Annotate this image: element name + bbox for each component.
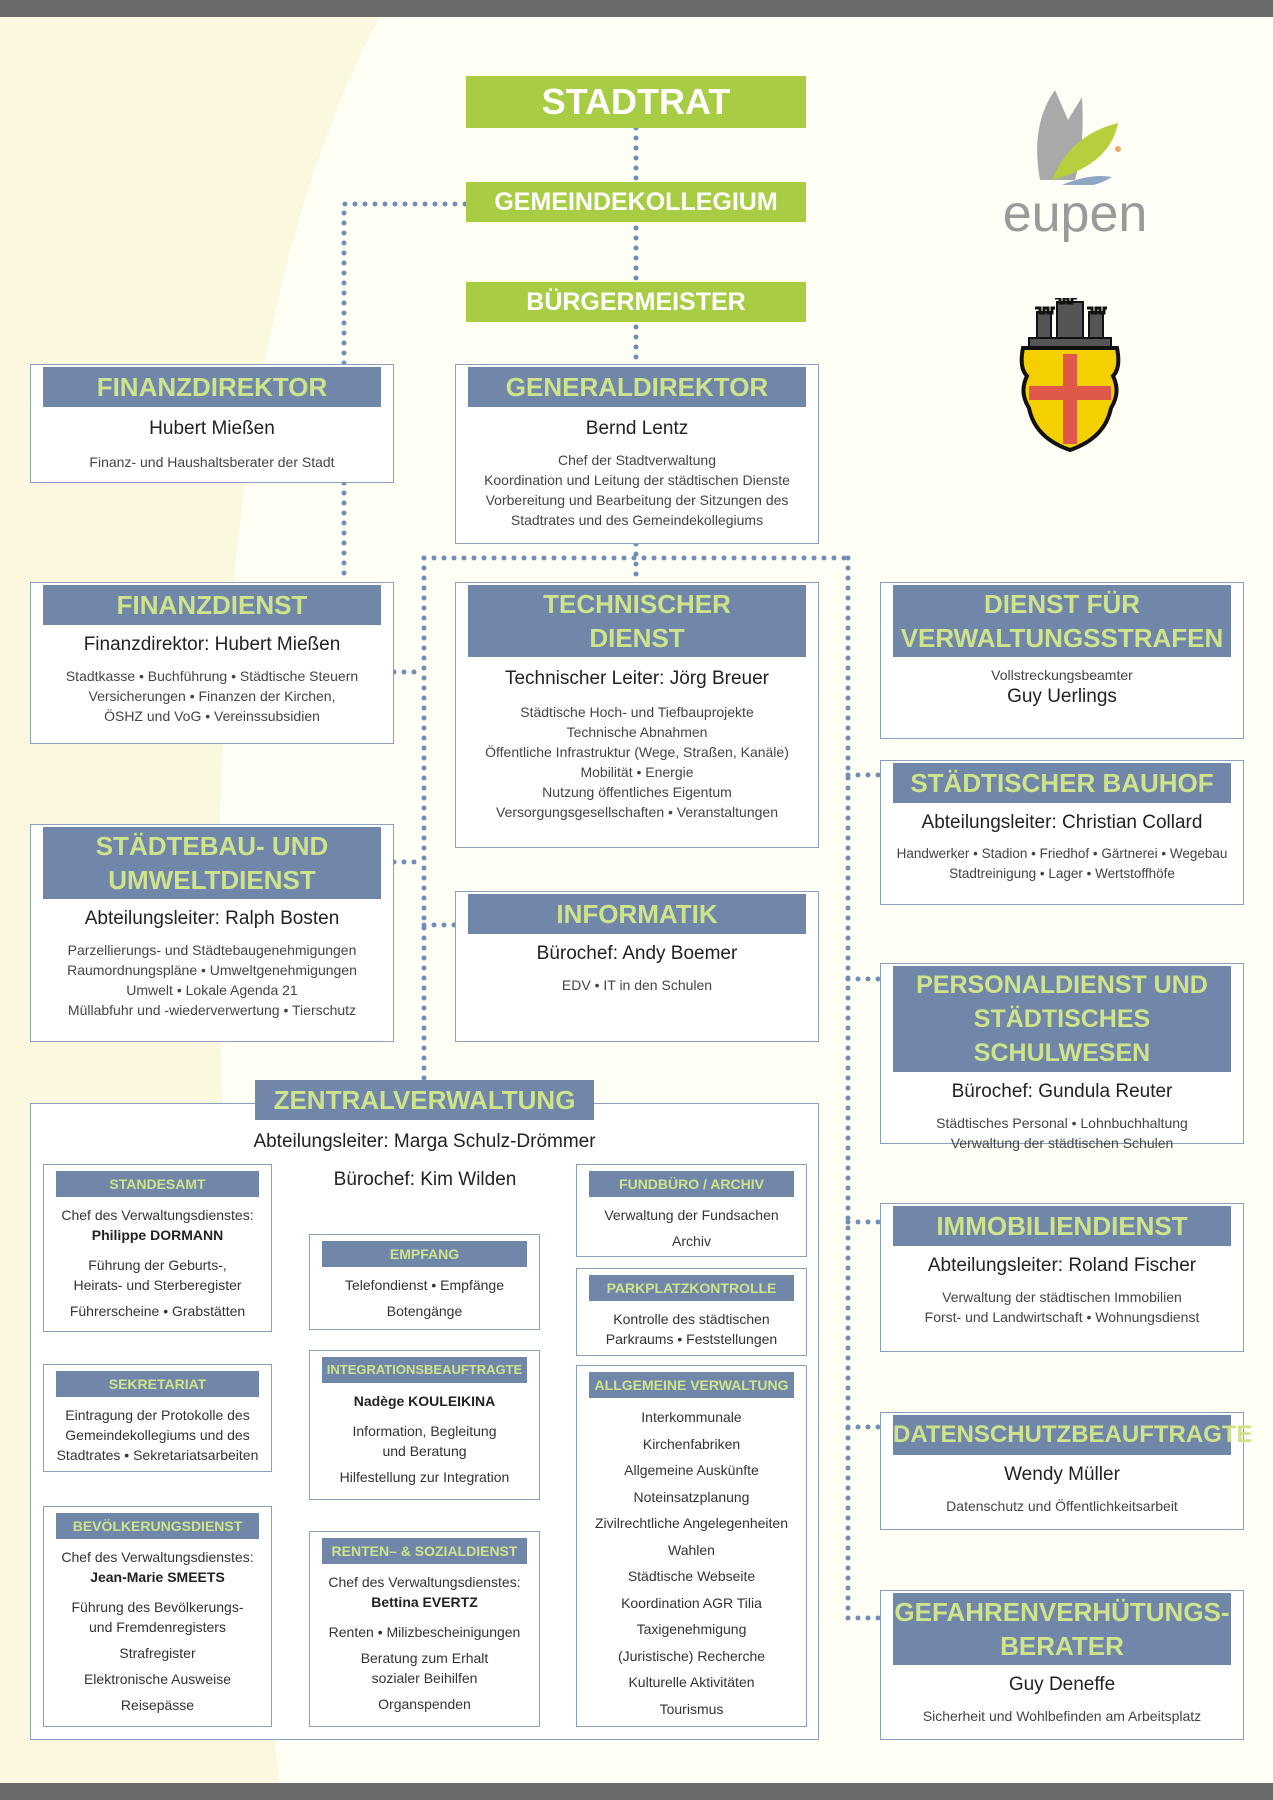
generaldirektor-line: Vorbereitung und Bearbeitung der Sitzungen des bbox=[485, 491, 789, 508]
verwaltungsstrafen-box bbox=[880, 582, 1244, 739]
technischer-line: Städtische Hoch- und Tiefbauprojekte bbox=[520, 703, 754, 720]
generaldirektor-line: Stadtrates und des Gemeindekollegiums bbox=[510, 511, 764, 528]
informatik-line: EDV • IT in den Schulen bbox=[561, 976, 713, 993]
integration-line: Hilfestellung zur Integration bbox=[339, 1469, 510, 1485]
fundbuero-box bbox=[576, 1164, 807, 1257]
eupen-logo bbox=[1000, 85, 1150, 245]
allgemein-line: Zivilrechtliche Angelegenheiten bbox=[594, 1515, 788, 1531]
personal-title-line1: PERSONALDIENST UND bbox=[916, 971, 1208, 999]
technischer-title-line1: TECHNISCHER bbox=[543, 589, 731, 619]
fundbuero-title: FUNDBÜRO / ARCHIV bbox=[589, 1171, 794, 1197]
finanzdirektor-box bbox=[30, 364, 394, 483]
renten-role: Chef des Verwaltungsdienstes: bbox=[328, 1574, 521, 1590]
gefahrenverhuetung-name: Guy Deneffe bbox=[1008, 1674, 1116, 1695]
immobiliendienst-name: Abteilungsleiter: Roland Fischer bbox=[927, 1255, 1197, 1276]
technischer-dienst-box bbox=[455, 582, 819, 848]
finanzdirektor-name: Hubert Mießen bbox=[149, 418, 275, 439]
allgemein-line: Interkommunale bbox=[641, 1409, 742, 1425]
staedtebau-box bbox=[30, 824, 394, 1042]
staedtebau-line: Raumordnungspläne • Umweltgenehmigungen bbox=[67, 961, 357, 978]
allgemein-line: Städtische Webseite bbox=[627, 1568, 756, 1584]
technischer-dienst-name: Technischer Leiter: Jörg Breuer bbox=[504, 668, 769, 689]
allgemein-line: Koordination AGR Tilia bbox=[621, 1594, 762, 1611]
gefahrenverhuetung-box bbox=[880, 1590, 1244, 1740]
gefahren-title-line2: BERATER bbox=[1000, 1631, 1124, 1661]
bevoelkerungsdienst-title: BEVÖLKERUNGSDIENST bbox=[56, 1513, 259, 1539]
bevoelkerung-line: Reisepässe bbox=[120, 1697, 195, 1713]
finanzdienst-line: ÖSHZ und VoG • Vereinssubsidien bbox=[104, 707, 320, 724]
gemeindekollegium-box: GEMEINDEKOLLEGIUM bbox=[466, 182, 806, 222]
verwaltungsstrafen-title-line1: DIENST FÜR bbox=[984, 589, 1140, 619]
fundbuero-line: Archiv bbox=[672, 1233, 711, 1249]
staedtebau-name: Abteilungsleiter: Ralph Bosten bbox=[84, 908, 340, 929]
bauhof-line: Handwerker • Stadion • Friedhof • Gärtnerei • Wegebau bbox=[896, 845, 1228, 861]
informatik-title: INFORMATIK bbox=[468, 894, 806, 934]
integration-line: Information, Begleitung bbox=[352, 1423, 497, 1439]
renten-box bbox=[309, 1531, 540, 1727]
gefahren-title-line1: GEFAHRENVERHÜTUNGS- bbox=[894, 1597, 1230, 1627]
standesamt-line: Führerscheine • Grabstätten bbox=[69, 1303, 246, 1319]
renten-line: Beratung zum Erhalt bbox=[360, 1650, 489, 1666]
standesamt-box bbox=[43, 1164, 272, 1332]
datenschutz-box bbox=[880, 1412, 1253, 1530]
verwaltungsstrafen-title bbox=[893, 585, 1231, 657]
bevoelkerung-line: Strafregister bbox=[119, 1645, 196, 1661]
standesamt-title: STANDESAMT bbox=[56, 1171, 259, 1197]
bevoelkerung-line: und Fremdenregisters bbox=[89, 1619, 226, 1635]
zentralverwaltung-buerochef: Bürochef: Kim Wilden bbox=[333, 1169, 517, 1190]
parkplatz-line: Parkraums • Feststellungen bbox=[605, 1331, 778, 1347]
allgemeine-verwaltung-title: ALLGEMEINE VERWALTUNG bbox=[589, 1372, 794, 1398]
standesamt-role: Chef des Verwaltungsdienstes: bbox=[61, 1207, 254, 1223]
integration-line: und Beratung bbox=[382, 1443, 467, 1459]
verwaltungsstrafen-title-line2: VERWALTUNGSSTRAFEN bbox=[900, 623, 1224, 653]
allgemein-line: Kulturelle Aktivitäten bbox=[628, 1674, 755, 1690]
integration-title: INTEGRATIONSBEAUFTRAGTE bbox=[322, 1357, 527, 1383]
eupen-logo-mark-icon bbox=[1000, 85, 1150, 185]
sekretariat-box bbox=[43, 1364, 272, 1472]
renten-line: Organspenden bbox=[378, 1696, 471, 1712]
empfang-box bbox=[309, 1234, 540, 1330]
allgemeine-verwaltung-box bbox=[576, 1365, 807, 1727]
datenschutz-title: DATENSCHUTZBEAUFTRAGTE bbox=[893, 1415, 1231, 1455]
parkplatz-line: Kontrolle des städtischen bbox=[613, 1311, 770, 1327]
datenschutz-line: Datenschutz und Öffentlichkeitsarbeit bbox=[946, 1497, 1178, 1514]
bauhof-line: Stadtreinigung • Lager • Wertstoffhöfe bbox=[949, 865, 1175, 881]
immobiliendienst-title: IMMOBILIENDIENST bbox=[893, 1206, 1231, 1246]
informatik-name: Bürochef: Andy Boemer bbox=[536, 943, 738, 964]
technischer-title-line2: DIENST bbox=[589, 623, 685, 653]
sekretariat-line: Eintragung der Protokolle des bbox=[65, 1407, 250, 1423]
finanzdienst-name: Finanzdirektor: Hubert Mießen bbox=[83, 634, 341, 655]
standesamt-name: Philippe DORMANN bbox=[91, 1227, 224, 1243]
sekretariat-line: Stadtrates • Sekretariatsarbeiten bbox=[56, 1447, 259, 1463]
finanzdirektor-desc: Finanz- und Haushaltsberater der Stadt bbox=[89, 453, 335, 470]
technischer-line: Versorgungsgesellschaften • Veranstaltungen bbox=[496, 803, 778, 820]
integration-box bbox=[309, 1350, 540, 1500]
technischer-dienst-title bbox=[468, 585, 806, 657]
renten-line: Renten • Milizbescheinigungen bbox=[328, 1624, 521, 1640]
finanzdienst-box bbox=[30, 582, 394, 744]
informatik-box bbox=[455, 891, 819, 1042]
bevoelkerung-line: Elektronische Ausweise bbox=[83, 1671, 232, 1687]
parkplatz-title: PARKPLATZKONTROLLE bbox=[589, 1275, 794, 1301]
allgemein-line: Taxigenehmigung bbox=[636, 1621, 747, 1637]
allgemein-line: Kirchenfabriken bbox=[642, 1435, 741, 1452]
staedtebau-title-line1: STÄDTEBAU- UND bbox=[95, 831, 329, 861]
generaldirektor-name: Bernd Lentz bbox=[585, 418, 689, 439]
standesamt-line: Führung der Geburts-, bbox=[88, 1257, 227, 1273]
technischer-line: Nutzung öffentliches Eigentum bbox=[542, 783, 732, 800]
generaldirektor-line: Chef der Stadtverwaltung bbox=[558, 451, 716, 468]
staedtebau-title bbox=[43, 827, 381, 899]
sekretariat-line: Gemeindekollegiums und des bbox=[65, 1427, 250, 1443]
finanzdienst-title: FINANZDIENST bbox=[43, 585, 381, 625]
fundbuero-line: Verwaltung der Fundsachen bbox=[604, 1207, 779, 1223]
bauhof-title: STÄDTISCHER BAUHOF bbox=[893, 763, 1231, 803]
renten-title: RENTEN– & SOZIALDIENST bbox=[322, 1538, 527, 1564]
renten-name: Bettina EVERTZ bbox=[371, 1594, 478, 1610]
bevoelkerung-role: Chef des Verwaltungsdienstes: bbox=[61, 1549, 254, 1565]
empfang-line: Telefondienst • Empfänge bbox=[344, 1277, 504, 1293]
empfang-title: EMPFANG bbox=[322, 1241, 527, 1267]
stadtrat-box: STADTRAT bbox=[466, 76, 806, 128]
finanzdienst-line: Versicherungen • Finanzen der Kirchen, bbox=[88, 687, 336, 704]
sekretariat-title: SEKRETARIAT bbox=[56, 1371, 259, 1397]
staedtebau-line: Müllabfuhr und -wiederverwertung • Tierschutz bbox=[67, 1001, 357, 1018]
buergermeister-box: BÜRGERMEISTER bbox=[466, 282, 806, 322]
allgemein-line: (Juristische) Recherche bbox=[617, 1647, 766, 1664]
staedtebau-title-line2: UMWELTDIENST bbox=[108, 865, 316, 895]
coat-of-arms-icon bbox=[1015, 298, 1125, 454]
immobilien-line: Verwaltung der städtischen Immobilien bbox=[942, 1288, 1182, 1305]
verwaltungsstrafen-role: Vollstreckungsbeamter bbox=[991, 667, 1133, 683]
bauhof-name: Abteilungsleiter: Christian Collard bbox=[921, 812, 1203, 833]
parkplatz-box bbox=[576, 1268, 807, 1356]
zentralverwaltung-title: ZENTRALVERWALTUNG bbox=[255, 1080, 594, 1120]
personaldienst-box bbox=[880, 963, 1244, 1151]
generaldirektor-line: Koordination und Leitung der städtischen Dienste bbox=[484, 471, 790, 488]
immobilien-line: Forst- und Landwirtschaft • Wohnungsdienst bbox=[924, 1308, 1200, 1325]
gefahrenverhuetung-title bbox=[893, 1593, 1231, 1665]
allgemein-line: Wahlen bbox=[668, 1541, 715, 1558]
bevoelkerungsdienst-box bbox=[43, 1506, 272, 1727]
technischer-line: Mobilität • Energie bbox=[580, 763, 694, 780]
personal-line: Städtisches Personal • Lohnbuchhaltung bbox=[936, 1114, 1188, 1131]
verwaltungsstrafen-name: Guy Uerlings bbox=[1007, 686, 1117, 707]
immobiliendienst-box bbox=[880, 1203, 1244, 1352]
technischer-line: Technische Abnahmen bbox=[566, 723, 708, 740]
allgemein-line: Tourismus bbox=[659, 1700, 724, 1717]
bevoelkerung-name: Jean-Marie SMEETS bbox=[90, 1569, 225, 1585]
personal-line: Verwaltung der städtischen Schulen bbox=[950, 1134, 1174, 1151]
bauhof-box bbox=[880, 760, 1244, 905]
finanzdienst-line: Stadtkasse • Buchführung • Städtische Steuern bbox=[65, 667, 359, 684]
allgemein-line: Allgemeine Auskünfte bbox=[624, 1462, 759, 1478]
personal-title-line2: STÄDTISCHES SCHULWESEN bbox=[973, 1005, 1151, 1067]
eupen-logo-text: eupen bbox=[1002, 185, 1148, 243]
finanzdirektor-title: FINANZDIREKTOR bbox=[43, 367, 381, 407]
integration-name: Nadège KOULEIKINA bbox=[353, 1393, 496, 1409]
empfang-line: Botengänge bbox=[386, 1303, 463, 1319]
standesamt-line: Heirats- und Sterberegister bbox=[73, 1277, 242, 1293]
generaldirektor-title: GENERALDIREKTOR bbox=[468, 367, 806, 407]
allgemein-line: Noteinsatzplanung bbox=[633, 1488, 750, 1505]
bevoelkerung-line: Führung des Bevölkerungs- bbox=[71, 1599, 244, 1615]
zentralverwaltung-leiter: Abteilungsleiter: Marga Schulz-Drömmer bbox=[253, 1131, 596, 1152]
generaldirektor-box bbox=[455, 364, 819, 544]
renten-line: sozialer Beihilfen bbox=[371, 1670, 478, 1686]
staedtebau-line: Umwelt • Lokale Agenda 21 bbox=[126, 981, 298, 998]
technischer-line: Öffentliche Infrastruktur (Wege, Straßen, Kanäle) bbox=[485, 743, 789, 760]
personaldienst-title bbox=[893, 966, 1231, 1072]
staedtebau-line: Parzellierungs- und Städtebaugenehmigungen bbox=[67, 941, 357, 958]
gefahren-line: Sicherheit und Wohlbefinden am Arbeitsplatz bbox=[922, 1707, 1202, 1724]
datenschutz-name: Wendy Müller bbox=[1004, 1464, 1120, 1485]
personaldienst-name: Bürochef: Gundula Reuter bbox=[951, 1081, 1173, 1102]
